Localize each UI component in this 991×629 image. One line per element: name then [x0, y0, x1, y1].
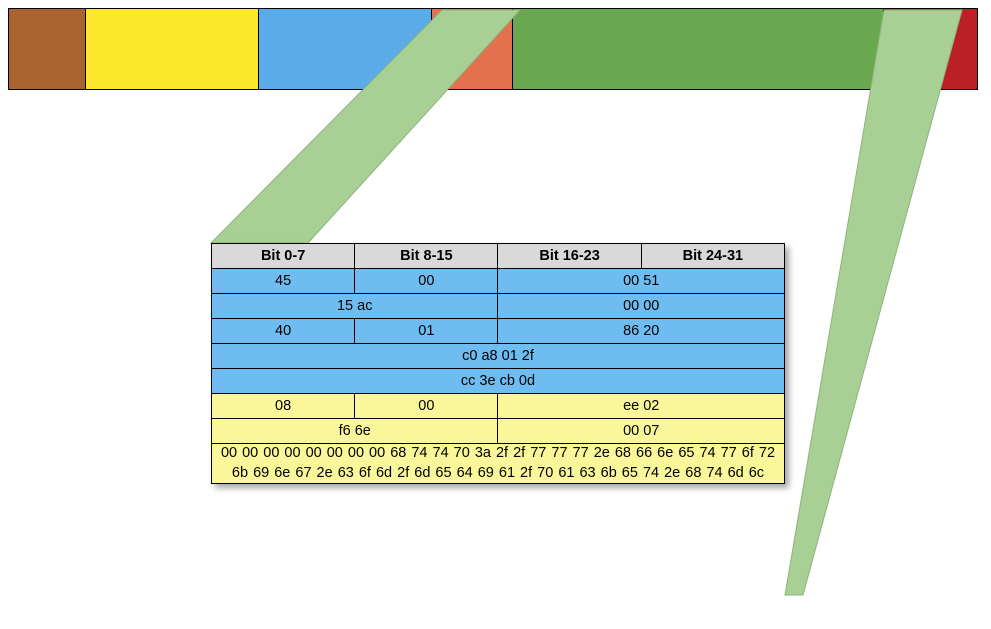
byte-cell: 00 [355, 394, 498, 419]
table-header-row [212, 244, 785, 269]
byte-cell: f6 6e [212, 419, 498, 444]
packet-segment-frame-checksum [883, 8, 978, 90]
table-row [212, 394, 785, 419]
payload-bytes: 00 00 00 00 00 00 00 00 68 74 74 70 3a 2f 2f 77 77 77 2e 68 66 6e 65 74 77 6f 72 6b 69 6e 67 2e 63 6f 6d 2f 6d 65 64 69 61 2f 70 61 63 6b 65 74 2e 68 74 6d 6c [212, 444, 785, 484]
wedge-right [785, 10, 962, 595]
table-row [212, 294, 785, 319]
byte-cell: ee 02 [498, 394, 785, 419]
payload-row [212, 444, 785, 484]
table-row [212, 344, 785, 369]
byte-cell: 08 [212, 394, 355, 419]
packet-segment-tcp-header [258, 8, 432, 90]
byte-cell: 00 07 [498, 419, 785, 444]
packet-bytes-table [211, 243, 785, 484]
byte-cell: 01 [355, 319, 498, 344]
byte-cell: 86 20 [498, 319, 785, 344]
byte-cell: 40 [212, 319, 355, 344]
byte-cell: c0 a8 01 2f [212, 344, 785, 369]
packet-segment-http-payload [512, 8, 884, 90]
byte-cell: 45 [212, 269, 355, 294]
byte-cell: 00 00 [498, 294, 785, 319]
column-header-bit-0-7: Bit 0-7 [212, 244, 355, 269]
byte-cell: 00 51 [498, 269, 785, 294]
packet-segment-http-request-marker [431, 8, 513, 90]
column-header-bit-8-15: Bit 8-15 [355, 244, 498, 269]
table-row [212, 319, 785, 344]
table-row [212, 269, 785, 294]
table-row [212, 419, 785, 444]
byte-cell: 15 ac [212, 294, 498, 319]
packet-segment-ip-header [85, 8, 259, 90]
packet-segment-ethernet-header [8, 8, 86, 90]
packet-strip [8, 8, 983, 90]
byte-cell: cc 3e cb 0d [212, 369, 785, 394]
column-header-bit-16-23: Bit 16-23 [498, 244, 641, 269]
byte-cell: 00 [355, 269, 498, 294]
table-row [212, 369, 785, 394]
column-header-bit-24-31: Bit 24-31 [641, 244, 784, 269]
